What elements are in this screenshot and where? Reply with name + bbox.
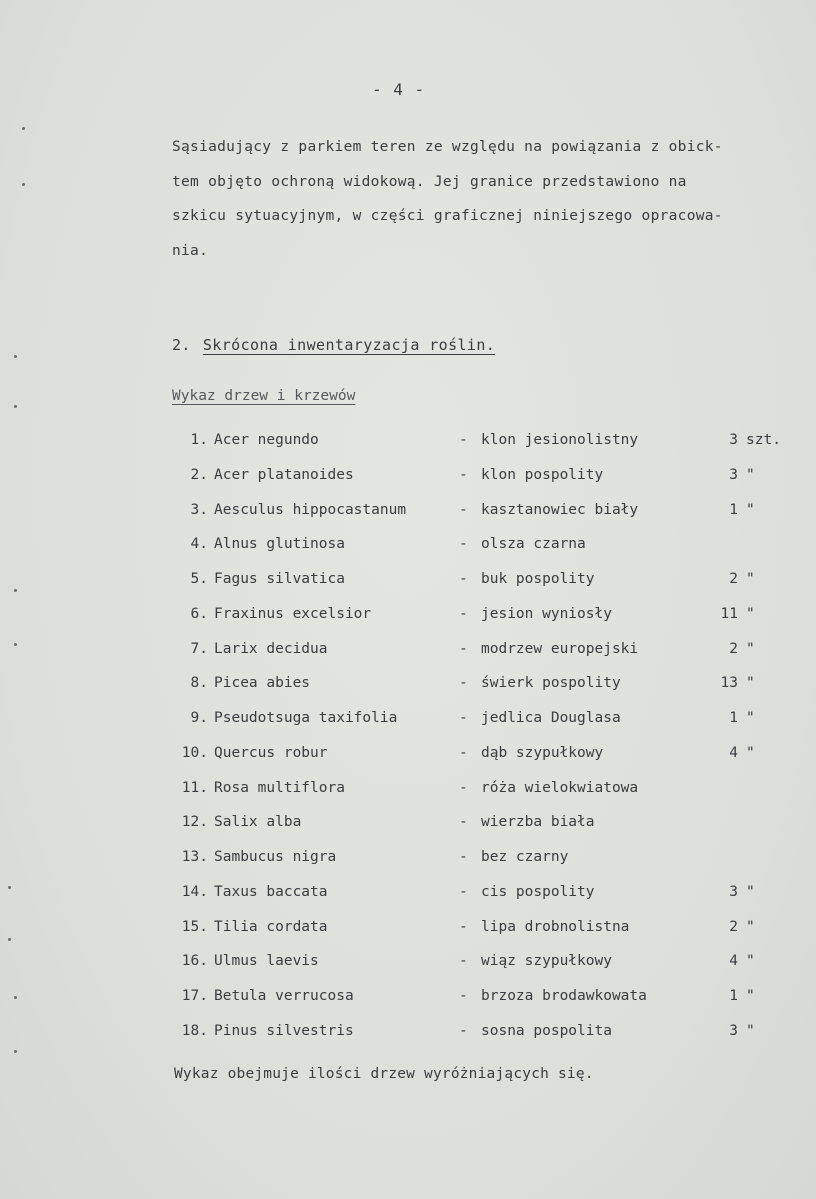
species-latin-name: Acer negundo	[214, 432, 319, 448]
species-latin-name: Ulmus laevis	[214, 953, 319, 970]
species-index: 2.	[190, 466, 208, 483]
species-quantity: 2	[729, 918, 738, 935]
species-latin-name: Sambucus nigra	[214, 849, 337, 865]
species-polish-name: brzoza brodawkowata	[481, 988, 647, 1004]
species-row	[172, 982, 792, 1017]
species-unit: "	[746, 953, 755, 970]
species-row	[172, 843, 792, 878]
species-latin-name: Aesculus hippocastanum	[214, 501, 407, 518]
species-unit: "	[746, 710, 755, 726]
species-dash: -	[459, 953, 468, 970]
species-row	[172, 496, 792, 531]
scan-speck	[14, 589, 17, 592]
species-dash: -	[459, 883, 468, 900]
scan-speck	[22, 127, 25, 130]
paragraph-line: nia.	[172, 242, 209, 259]
scan-speck	[8, 938, 11, 941]
species-polish-name: klon jesionolistny	[481, 432, 639, 448]
species-polish-name: jesion wyniosły	[481, 605, 612, 622]
species-index: 16.	[181, 953, 208, 970]
species-index: 12.	[181, 814, 208, 831]
species-row	[172, 704, 792, 739]
species-index: 5.	[190, 571, 208, 587]
species-unit: "	[746, 640, 755, 657]
species-unit: "	[746, 918, 755, 935]
species-latin-name: Picea abies	[214, 675, 311, 692]
species-quantity: 2	[729, 571, 738, 587]
species-index: 6.	[190, 605, 208, 622]
species-row	[172, 565, 792, 600]
species-polish-name: buk pospolity	[481, 571, 595, 587]
scan-speck	[14, 643, 17, 646]
paragraph-line: tem objęto ochroną widokową. Jej granice przedstawiono na	[172, 173, 687, 190]
species-polish-name: jedlica Douglasa	[481, 710, 621, 726]
scan-speck	[22, 183, 25, 186]
species-polish-name: róża wielokwiatowa	[481, 779, 639, 796]
species-dash: -	[459, 710, 468, 726]
species-row	[172, 1017, 792, 1052]
species-latin-name: Taxus baccata	[214, 883, 328, 900]
species-row	[172, 808, 792, 843]
species-dash: -	[459, 744, 468, 761]
species-quantity: 4	[729, 744, 738, 761]
species-index: 14.	[181, 883, 208, 900]
species-quantity: 4	[729, 953, 738, 970]
species-index: 7.	[190, 640, 208, 657]
scan-speck	[14, 405, 17, 408]
species-index: 15.	[181, 918, 208, 935]
species-row	[172, 878, 792, 913]
species-quantity: 3	[729, 432, 738, 448]
species-quantity: 13	[720, 675, 738, 692]
species-unit: "	[746, 501, 755, 518]
paragraph-line: Sąsiadujący z parkiem teren ze względu na powiązania z obick-	[172, 139, 723, 155]
species-dash: -	[459, 640, 468, 657]
species-unit: szt.	[746, 432, 781, 448]
species-polish-name: wierzba biała	[481, 814, 595, 831]
species-index: 1.	[190, 432, 208, 448]
scan-speck	[14, 1050, 17, 1053]
species-unit: "	[746, 675, 755, 692]
scan-speck	[14, 996, 17, 999]
species-dash: -	[459, 536, 468, 553]
species-unit: "	[746, 1022, 755, 1039]
species-quantity: 2	[729, 640, 738, 657]
species-latin-name: Tilia cordata	[214, 918, 328, 935]
species-unit: "	[746, 571, 755, 587]
species-list	[172, 426, 792, 1052]
species-quantity: 1	[729, 988, 738, 1004]
paragraph-line: szkicu sytuacyjnym, w części graficznej niniejszego opracowa-	[172, 208, 723, 224]
species-quantity: 11	[720, 605, 738, 622]
species-row	[172, 774, 792, 809]
species-latin-name: Larix decidua	[214, 640, 328, 657]
species-unit: "	[746, 744, 755, 761]
species-polish-name: klon pospolity	[481, 466, 604, 483]
species-latin-name: Pseudotsuga taxifolia	[214, 710, 398, 726]
page-number: - 4 -	[372, 80, 426, 99]
species-row	[172, 913, 792, 948]
species-index: 9.	[190, 710, 208, 726]
species-quantity: 1	[729, 501, 738, 518]
species-row	[172, 530, 792, 565]
species-dash: -	[459, 675, 468, 692]
species-row	[172, 739, 792, 774]
species-polish-name: dąb szypułkowy	[481, 744, 604, 761]
species-dash: -	[459, 918, 468, 935]
species-polish-name: wiąz szypułkowy	[481, 953, 612, 970]
species-row	[172, 600, 792, 635]
list-title: Wykaz drzew i krzewów	[172, 388, 356, 404]
species-dash: -	[459, 779, 468, 796]
species-index: 11.	[181, 779, 208, 796]
species-polish-name: kasztanowiec biały	[481, 501, 639, 518]
species-quantity: 3	[729, 1022, 738, 1039]
species-latin-name: Rosa multiflora	[214, 779, 345, 796]
species-polish-name: sosna pospolita	[481, 1022, 612, 1039]
species-dash: -	[459, 466, 468, 483]
species-row	[172, 947, 792, 982]
species-index: 17.	[181, 988, 208, 1004]
species-polish-name: cis pospolity	[481, 883, 595, 900]
species-latin-name: Fagus silvatica	[214, 571, 345, 587]
species-index: 10.	[181, 744, 208, 761]
species-index: 4.	[190, 536, 208, 553]
species-quantity: 1	[729, 710, 738, 726]
species-latin-name: Salix alba	[214, 814, 302, 831]
species-latin-name: Betula verrucosa	[214, 988, 354, 1004]
species-latin-name: Pinus silvestris	[214, 1022, 354, 1039]
species-polish-name: świerk pospolity	[481, 675, 621, 692]
footer-note: Wykaz obejmuje ilości drzew wyróżniających się.	[174, 1066, 594, 1082]
species-polish-name: olsza czarna	[481, 536, 586, 553]
species-polish-name: modrzew europejski	[481, 640, 639, 657]
species-row	[172, 669, 792, 704]
species-polish-name: lipa drobnolistna	[481, 918, 630, 935]
species-latin-name: Quercus robur	[214, 744, 328, 761]
section-number: 2.	[172, 336, 191, 354]
species-polish-name: bez czarny	[481, 849, 569, 865]
species-quantity: 3	[729, 883, 738, 900]
species-row	[172, 426, 792, 461]
species-row	[172, 461, 792, 496]
species-dash: -	[459, 501, 468, 518]
species-dash: -	[459, 571, 468, 587]
species-index: 8.	[190, 675, 208, 692]
species-index: 18.	[181, 1022, 208, 1039]
species-dash: -	[459, 814, 468, 831]
intro-paragraph	[172, 130, 792, 268]
species-dash: -	[459, 1022, 468, 1039]
species-unit: "	[746, 466, 755, 483]
species-index: 13.	[181, 849, 208, 865]
species-unit: "	[746, 605, 755, 622]
scan-speck	[8, 886, 11, 889]
species-index: 3.	[190, 501, 208, 518]
section-title: Skrócona inwentaryzacja roślin.	[202, 336, 496, 354]
species-latin-name: Alnus glutinosa	[214, 536, 345, 553]
species-quantity: 3	[729, 466, 738, 483]
species-latin-name: Fraxinus excelsior	[214, 605, 372, 622]
section-heading	[172, 336, 495, 354]
species-row	[172, 635, 792, 670]
species-unit: "	[746, 988, 755, 1004]
species-dash: -	[459, 849, 468, 865]
scan-speck	[14, 355, 17, 358]
species-latin-name: Acer platanoides	[214, 466, 354, 483]
species-dash: -	[459, 432, 468, 448]
species-dash: -	[459, 988, 468, 1004]
species-unit: "	[746, 883, 755, 900]
species-dash: -	[459, 605, 468, 622]
